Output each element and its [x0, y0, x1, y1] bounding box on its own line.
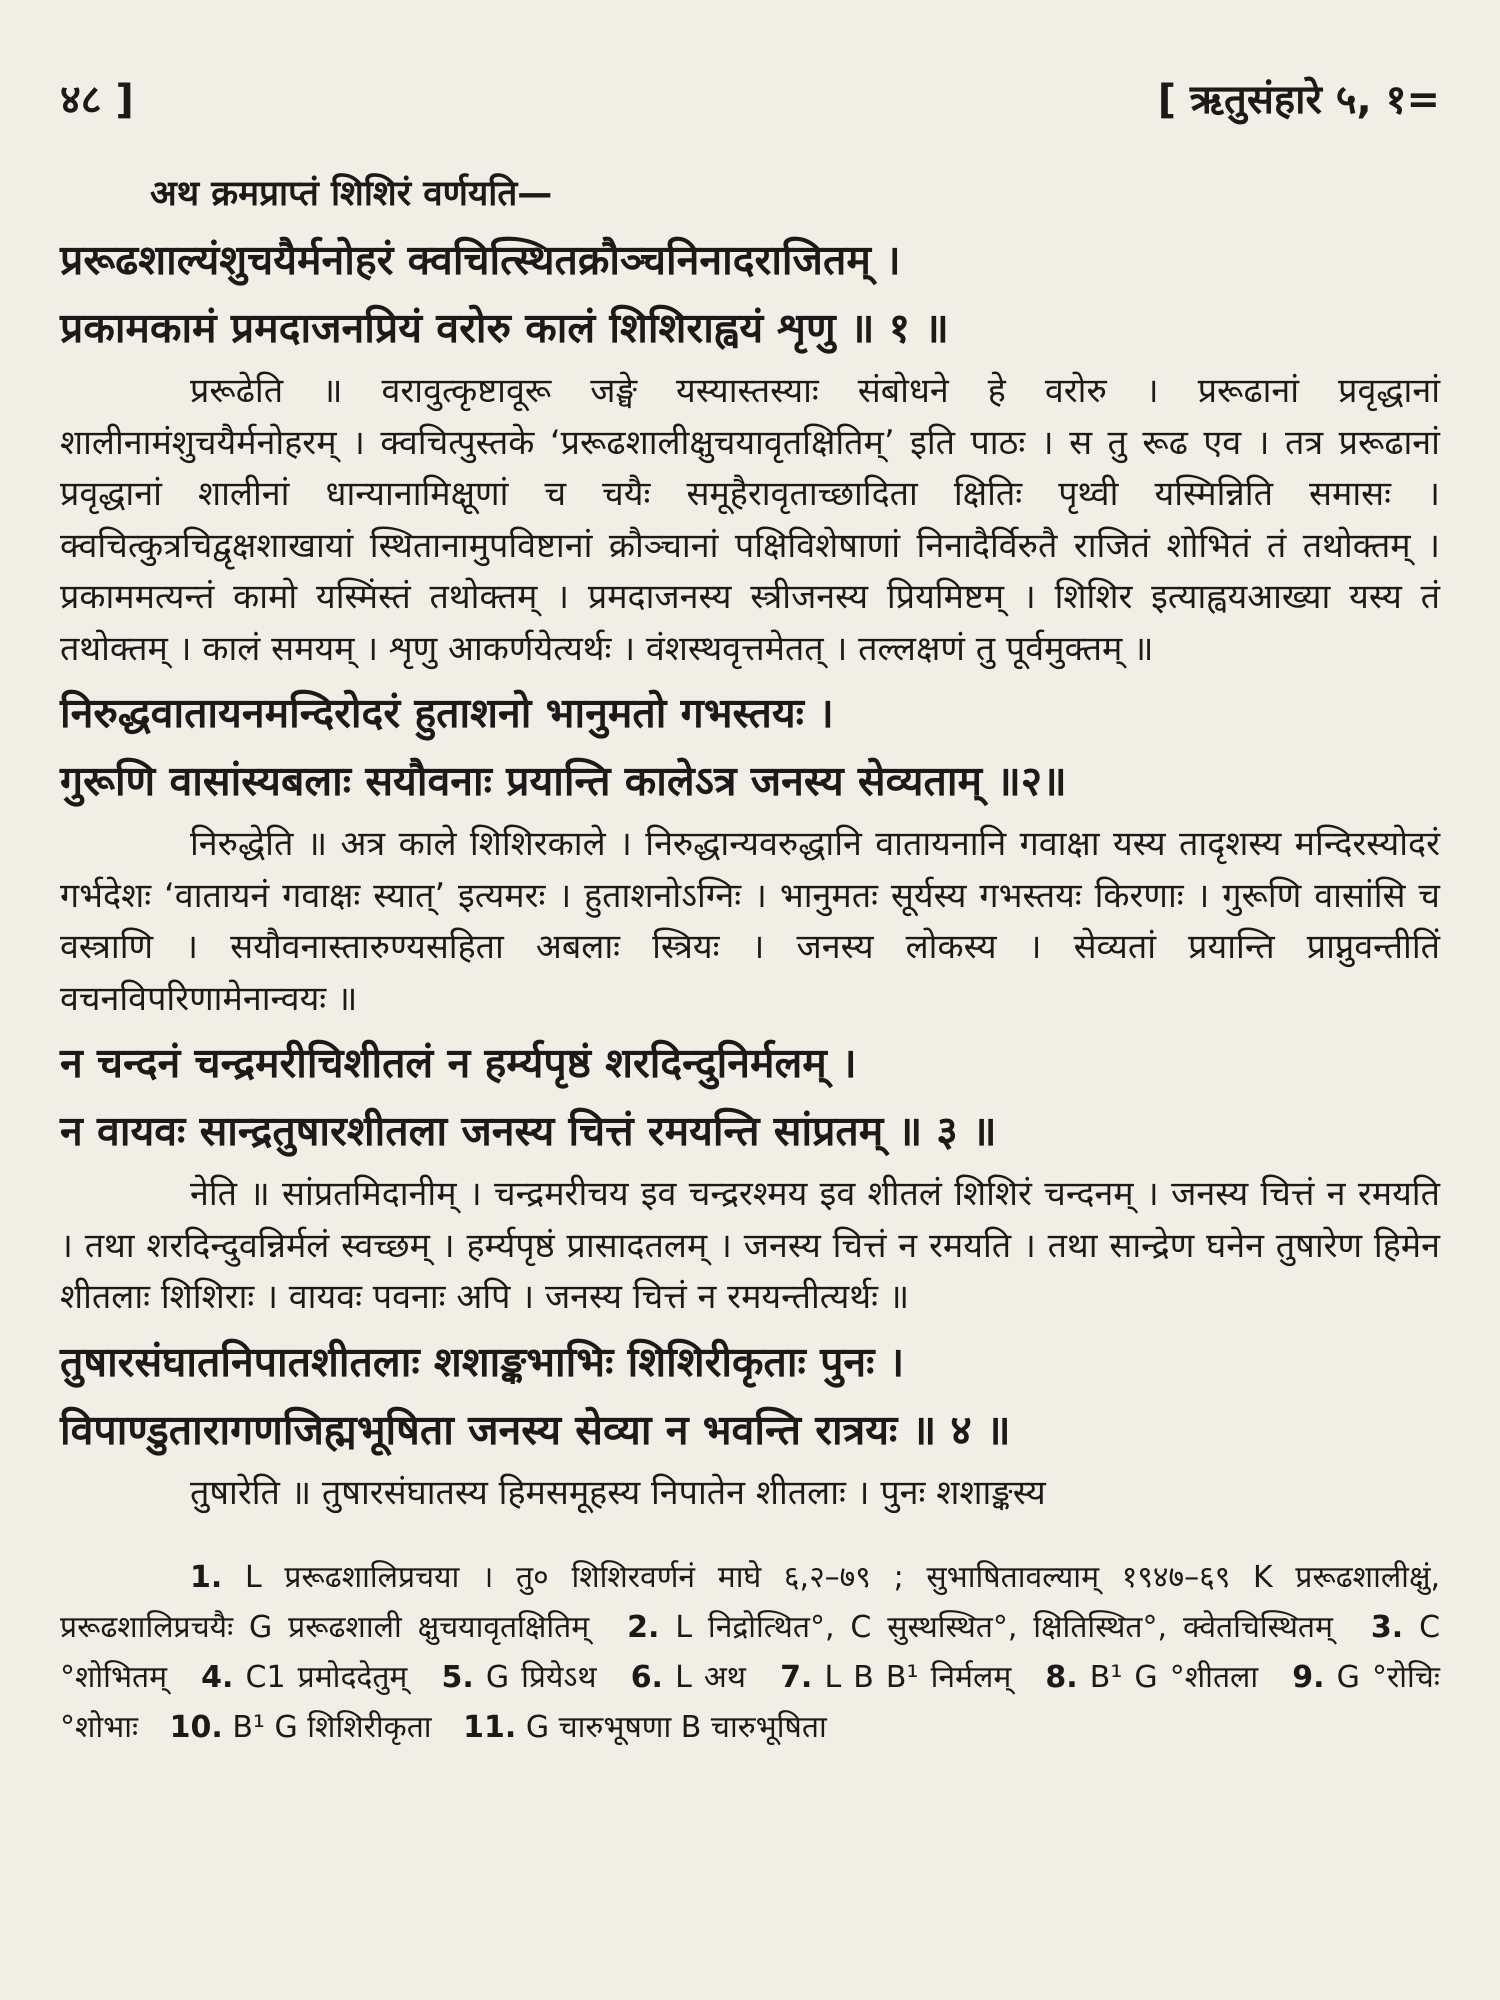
- footnote-number: 3.: [1370, 1610, 1404, 1645]
- footnote-text: B¹ G शिशिरीकृता: [232, 1710, 432, 1745]
- footnote-11: [463, 1710, 827, 1745]
- verse-line: निरुद्धवातायनमन्दिरोदरं हुताशनो भानुमतो गभस्तयः ।: [60, 689, 834, 737]
- footnote-number: 7.: [780, 1660, 813, 1695]
- footnote-text: L B B¹ निर्मलम्: [824, 1660, 1012, 1695]
- verse-section-1: [60, 226, 1440, 675]
- footnote-number: 10.: [169, 1710, 223, 1745]
- verse-line: न चन्दनं चन्द्रमरीचिशीतलं न हर्म्यपृष्ठं शरदिन्दुनिर्मलम् ।: [60, 1039, 857, 1087]
- verse-line: प्ररूढशाल्यंशुचयैर्मनोहरं क्वचित्स्थितक्रौञ्चनिनादराजितम् ।: [60, 236, 901, 284]
- footnote-text: B¹ G °शीतला: [1089, 1660, 1259, 1695]
- verse-line: विपाण्डुतारागणजिह्मभूषिता जनस्य सेव्या न भवन्ति रात्रयः ॥ ४ ॥: [60, 1405, 1011, 1454]
- commentary-paragraph: निरुद्धेति ॥ अत्र काले शिशिरकाले । निरुद्धान्यवरुद्धानि वातायनानि गवाक्षा यस्य तादृशस्य मन्दिरस्योदरं गर्भदेशः ‘वातायनं गवाक्षः स्यात्’ इत्यमरः । हुताशनोऽग्निः । भानुमतः सूर्यस्य गभस्तयः किरणाः । गुरूणि वासांसि च वस्त्राणि । सयौवनास्तारुण्यसहिता अबलाः स्त्रियः । जनस्य लोकस्य । सेव्यतां प्रयान्ति प्राप्नुवन्तीतिं वचनविपरिणामेनान्वयः ॥: [60, 824, 1440, 1019]
- footnote-number: 6.: [630, 1660, 663, 1695]
- verse-line: तुषारसंघातनिपातशीतलाः शशाङ्कभाभिः शिशिरीकृताः पुनः ।: [60, 1337, 905, 1386]
- verse-line: न वायवः सान्द्रतुषारशीतला जनस्य चित्तं रमयन्ति सांप्रतम् ॥ ३ ॥: [60, 1107, 997, 1155]
- footnote-text: G चारुभूषणा B चारुभूषिता: [525, 1710, 827, 1745]
- footnote-text: L अथ: [675, 1660, 746, 1695]
- running-title: [ ऋतुसंहारे ५, १=: [1157, 77, 1440, 123]
- verse-line: गुरूणि वासांस्यबलाः सयौवनाः प्रयान्ति कालेऽत्र जनस्य सेव्यताम् ॥२॥: [60, 757, 1067, 805]
- footnote-text: C1 प्रमोददेतुम्: [245, 1660, 408, 1695]
- footnote-number: 11.: [463, 1710, 517, 1745]
- verse-line: प्रकामकामं प्रमदाजनप्रियं वरोरु कालं शिशिराह्वयं शृणु ॥ १ ॥: [60, 304, 949, 352]
- footnotes: [60, 1553, 1440, 1753]
- commentary-paragraph: तुषारेति ॥ तुषारसंघातस्य हिमसमूहस्य निपातेन शीतलाः । पुनः शशाङ्कस्य: [190, 1472, 1046, 1513]
- footnote-5: [441, 1660, 596, 1695]
- commentary-paragraph: नेति ॥ सांप्रतमिदानीम् । चन्द्रमरीचय इव चन्द्ररश्मय इव शीतलं शिशिरं चन्दनम् । जनस्य चित्तं न रमयति । तथा शरदिन्दुवन्निर्मलं स्वच्छम् । हर्म्यपृष्ठं प्रासादतलम् । जनस्य चित्तं न रमयति । तथा सान्द्रेण घनेन तुषारेण हिमेन शीतलाः शिशिराः । वायवः पवनाः अपि । जनस्य चित्तं न रमयन्तीत्यर्थः ॥: [60, 1174, 1440, 1317]
- footnote-4: [201, 1660, 407, 1695]
- footnote-7: [780, 1660, 1011, 1695]
- verse-section-4: [60, 1328, 1440, 1520]
- footnote-2: [627, 1610, 1333, 1645]
- commentary-paragraph: प्ररूढेति ॥ वरावुत्कृष्टावूरू जङ्घे यस्यास्तस्याः संबोधने हे वरोरु । प्ररूढानां प्रवृद्धानां शालीनामंशुचयैर्मनोहरम् । क्वचित्पुस्तके ‘प्ररूढशालीक्षुचयावृतक्षितिम्’ इति पाठः । स तु रूढ एव । तत्र प्ररूढानां प्रवृद्धानां शालीनां धान्यानामिक्षूणां च चयैः समूहैरावृताच्छादिता क्षितिः पृथ्वी यस्मिन्निति समासः । क्वचित्कुत्रचिद्वृक्षशाखायां स्थितानामुपविष्टानां क्रौञ्चानां पक्षिविशेषाणां निनादैर्विरुतै राजितं शोभितं तं तथोक्तम् । प्रकाममत्यन्तं कामो यस्मिंस्तं तथोक्तम् । प्रमदाजनस्य स्त्रीजनस्य प्रियमिष्टम् । शिशिर इत्याह्वयआख्या यस्य तं तथोक्तम् । कालं समयम् । शृणु आकर्णयेत्यर्थः । वंशस्थवृत्तमेतत् । तल्लक्षणं तु पूर्वमुक्तम् ॥: [60, 371, 1440, 669]
- footnote-8: [1045, 1660, 1258, 1695]
- footnote-number: 9.: [1292, 1660, 1325, 1695]
- verse-section-2: [60, 679, 1440, 1025]
- footnote-text: G प्रियेऽथ: [485, 1660, 597, 1695]
- page-number: ४८ ]: [60, 77, 134, 123]
- footnote-number: 5.: [441, 1660, 474, 1695]
- footnote-text: L प्ररूढशालिप्रचया । तु० शिशिरवर्णनं माघे ६,२–७९ ; सुभाषितावल्याम् १९४७–६९ K प्ररूढशालीक्षुं, प्ररूढशालिप्रचयैः G प्ररूढशाली क्षुचयावृतक्षितिम्: [60, 1560, 1440, 1645]
- footnote-text: G °रोचिः °शोभाः: [60, 1660, 1440, 1745]
- page-header: [60, 70, 1440, 130]
- footnote-number: 1.: [190, 1560, 223, 1595]
- footnote-text: L निद्रोत्थित°, C सुस्थस्थित°, क्षितिस्थित°, क्वेतचिस्थितम्: [675, 1610, 1333, 1645]
- footnote-number: 2.: [627, 1610, 660, 1645]
- intro-line: अथ क्रमप्राप्तं शिशिरं वर्णयति—: [150, 174, 553, 214]
- verse-section-3: [60, 1029, 1440, 1324]
- footnote-6: [631, 1660, 746, 1695]
- footnote-10: [170, 1710, 432, 1745]
- footnote-text: C °शोभितम्: [60, 1610, 1441, 1695]
- footnote-number: 4.: [201, 1660, 234, 1695]
- footnote-number: 8.: [1045, 1660, 1078, 1695]
